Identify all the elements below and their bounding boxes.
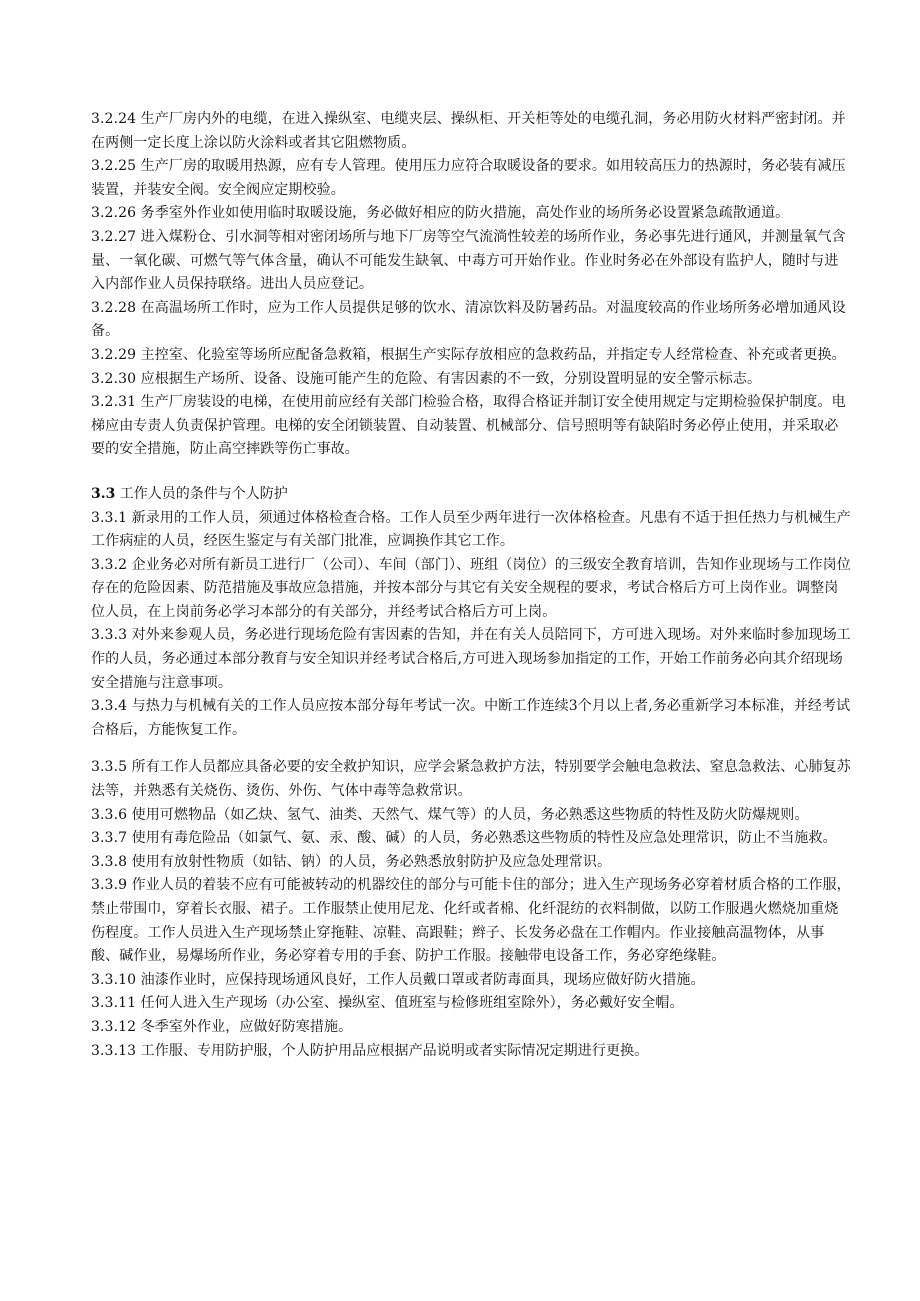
spacer — [91, 462, 920, 483]
paragraph-3-3-2: 3.3.2 企业务必对所有新员工进行厂（公司）、车间（部门）、班组（岗位）的三级安全教育培训，告知作业现场与工作岗位存在的危险因素、防范措施及事故应急措施，并按本部分与其它有关安全规程的要求，考试合格后方可上岗作业。调整岗位人员，在上岗前务必学习本部分的有关部分，并经考试合格后方可上岗。 — [91, 556, 851, 620]
paragraph-3-3-6: 3.3.6 使用可燃物品（如乙炔、氢气、油类、天然气、煤气等）的人员，务必熟悉这些物质的特性及防火防爆规则。 — [91, 806, 809, 823]
paragraph-3-3-8: 3.3.8 使用有放射性物质（如钴、钠）的人员，务必熟悉放射防护及应急处理常识。 — [91, 853, 612, 870]
paragraph-3-3-4: 3.3.4 与热力与机械有关的工作人员应按本部分每年考试一次。中断工作连续3个月以上者,务必重新学习本标准，并经考试合格后，方能恢复工作。 — [91, 698, 851, 738]
section-title: 工作人员的条件与个人防护 — [115, 485, 288, 502]
paragraph-3-2-26: 3.2.26 务季室外作业如使用临时取暖设施，务必做好相应的防火措施，高处作业的场所务必设置紧急疏散通道。 — [91, 205, 790, 222]
paragraph-3-3-1: 3.3.1 新录用的工作人员，须通过体格检查合格。工作人员至少两年进行一次体格检查。凡患有不适于担任热力与机械生产工作病症的人员，经医生鉴定与有关部门批准，应调换作其它工作。 — [91, 509, 851, 550]
paragraph-3-2-31: 3.2.31 生产厂房装设的电梯，在使用前应经有关部门检验合格，取得合格证并制订安全使用规定与定期检验保护制度。电梯应由专责人负责保护管理。电梯的安全闭锁装置、自动装置、机械部分、信号照明等有缺陷时务必停止使用，并采取必要的安全措施，防止高空摔跌等伤亡事故。 — [91, 394, 846, 458]
paragraph-3-3-13: 3.3.13 工作服、专用防护服，个人防护用品应根据产品说明或者实际情况定期进行更换。 — [91, 1042, 649, 1059]
section-heading-3-3 — [91, 483, 851, 507]
paragraph-3-3-12: 3.3.12 冬季室外作业，应做好防寒措施。 — [91, 1018, 353, 1035]
paragraph-3-2-25: 3.2.25 生产厂房的取暖用热源，应有专人管理。使用压力应符合取暖设备的要求。如用较高压力的热源时，务必装有减压装置，并装安全阀。安全阀应定期校验。 — [91, 158, 846, 198]
paragraph-3-3-11: 3.3.11 任何人进入生产现场（办公室、操纵室、值班室与检修班组室除外），务必戴好安全帽。 — [91, 995, 684, 1012]
spacer — [91, 742, 920, 756]
paragraph-group-3-3-a — [91, 507, 920, 743]
paragraph-3-2-28: 3.2.28 在高温场所工作时，应为工作人员提供足够的饮水、清凉饮料及防暑药品。对温度较高的作业场所务必增加通风设备。 — [91, 299, 846, 340]
paragraph-3-2-24: 3.2.24 生产厂房内外的电缆，在进入操纵室、电缆夹层、操纵柜、开关柜等处的电缆孔洞，务必用防火材料严密封闭。并在两侧一定长度上涂以防火涂料或者其它阻燃物质。 — [91, 111, 846, 151]
paragraph-3-2-27: 3.2.27 进入煤粉仓、引水洞等相对密闭场所与地下厂房等空气流淌性较差的场所作业，务必事先进行通风，并测量氧气含量、一氧化碳、可燃气等气体含量，确认不可能发生缺氧、中毒方可开始作业。作业时务必在外部设有监护人，随时与进入内部作业人员保持联络。进出人员应登记。 — [91, 228, 846, 293]
paragraph-3-2-29: 3.2.29 主控室、化验室等场所应配备急救箱，根据生产实际存放相应的急救药品，并指定专人经常检查、补充或者更换。 — [91, 346, 846, 363]
paragraph-3-3-5: 3.3.5 所有工作人员都应具备必要的安全救护知识，应学会紧急救护方法，特别要学会触电急救法、窒息急救法、心肺复苏法等，并熟悉有关烧伤、烫伤、外伤、气体中毒等急救常识。 — [91, 759, 851, 800]
paragraph-3-3-7: 3.3.7 使用有毒危险品（如氯气、氨、汞、酸、碱）的人员，务必熟悉这些物质的特性及应急处理常识，防止不当施救。 — [91, 830, 837, 847]
paragraph-3-3-3: 3.3.3 对外来参观人员，务必进行现场危险有害因素的告知，并在有关人员陪同下，方可进入现场。对外来临时参加现场工作的人员，务必通过本部分教育与安全知识并经考试合格后,方可进入现场参加指定的工作，开始工作前务必向其介绍现场安全措施与注意事项。 — [91, 627, 851, 691]
paragraph-group-3-2 — [91, 108, 920, 462]
paragraph-3-2-30: 3.2.30 应根据生产场所、设备、设施可能产生的危险、有害因素的不一致，分别设置明显的安全警示标志。 — [91, 370, 762, 387]
paragraph-3-3-9: 3.3.9 作业人员的着装不应有可能被转动的机器绞住的部分与可能卡住的部分；进入生产现场务必穿着材质合格的工作服，禁止带围巾，穿着长衣服、裙子。工作服禁止使用尼龙、化纤或者棉、化纤混纺的衣料制做，以防工作服遇火燃烧加重烧伤程度。工作人员进入生产现场禁止穿拖鞋、凉鞋、高跟鞋；辫子、长发务必盘在工作帽内。作业接触高温物体，从事酸、碱作业，易爆场所作业，务必穿着专用的手套、防护工作服。接触带电设备工作，务必穿绝缘鞋。 — [91, 877, 851, 965]
section-number: 3.3 — [91, 485, 116, 502]
paragraph-group-3-3-b — [91, 756, 920, 1063]
paragraph-3-3-10: 3.3.10 油漆作业时，应保持现场通风良好，工作人员戴口罩或者防毒面具，现场应做好防火措施。 — [91, 971, 705, 988]
